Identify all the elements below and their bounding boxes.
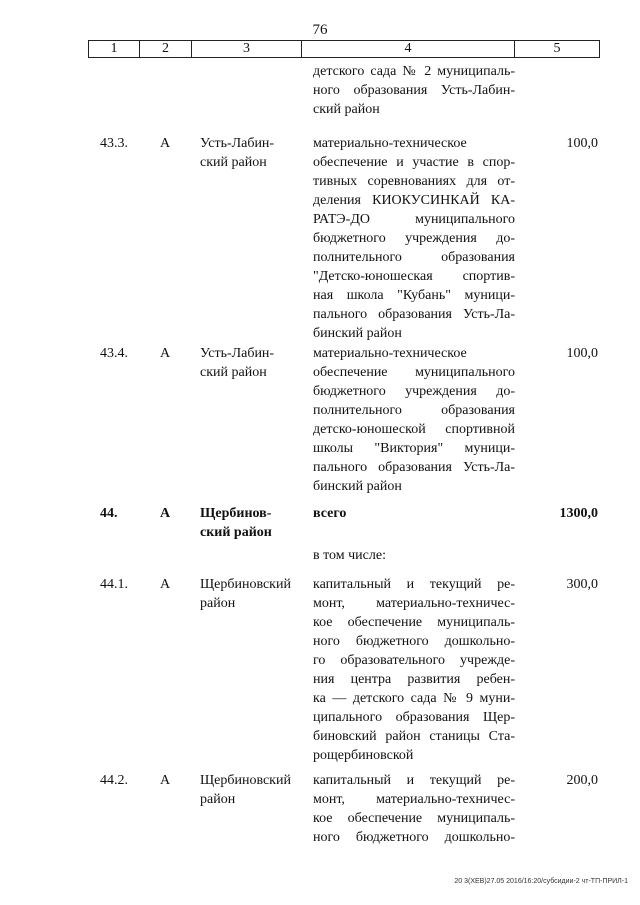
row-district: Усть-Лабин- ский район — [200, 346, 275, 380]
row-category: А — [160, 136, 171, 151]
row-number: 43.4. — [100, 346, 128, 361]
row-description: капитальный и текущий ре- монт, материально-техничес- кое обеспечение муниципаль- ного бюджетного дошкольно- — [313, 773, 515, 845]
row-amount: 200,0 — [566, 773, 598, 788]
header-col-5: 5 — [553, 41, 561, 56]
row-category: А — [160, 506, 171, 521]
row-district: Щербинов- ский район — [200, 506, 272, 540]
row-amount: 300,0 — [566, 577, 598, 592]
row-description: материально-техническое обеспечение муниципального бюджетного учреждения до- полнительного образования детско-юношеской спортивной школы "Виктория" муници- пального образования Усть-Ла- бинский район — [313, 346, 515, 494]
in-total-label: в том числе: — [313, 548, 386, 563]
table-header — [88, 40, 600, 58]
continuation-text — [313, 62, 515, 119]
row-number: 44. — [100, 506, 118, 521]
row-amount: 100,0 — [566, 346, 598, 361]
header-col-4: 4 — [302, 41, 515, 57]
header-col-1: 1 — [89, 41, 140, 57]
row-category: А — [160, 346, 171, 361]
row-number: 44.2. — [100, 773, 128, 788]
text-line: ного образования Усть-Лабин- — [313, 83, 515, 98]
row-amount: 1300,0 — [559, 506, 598, 521]
row-number: 43.3. — [100, 136, 128, 151]
header-col-3: 3 — [192, 41, 302, 57]
row-category: А — [160, 773, 171, 788]
row-number: 44.1. — [100, 577, 128, 592]
row-description: всего — [313, 506, 347, 521]
row-description: материально-техническое обеспечение и участие в спор- тивных соревнованиях для от- деления КИОКУСИНКАЙ КА- РАТЭ-ДО муниципального бюджетного учреждения до- полнительного образования "Детско-юношеская спортив- ная школа "Кубань" муници- пального образования Усть-Ла- бинский район — [313, 136, 515, 341]
header-col-2: 2 — [140, 41, 192, 57]
text-line: ский район — [313, 102, 380, 117]
row-category: А — [160, 577, 171, 592]
row-district: Щербиновский район — [200, 773, 291, 807]
document-footer: 20 3(ХЕВ)27.05 2016/16:20/субсидии-2 чт-ТП-ПРИЛ-1 — [454, 878, 628, 885]
row-amount: 100,0 — [566, 136, 598, 151]
row-description: капитальный и текущий ре- монт, материально-техничес- кое обеспечение муниципаль- ного бюджетного дошкольно- го образовательного учрежде- ния центра развития ребен- ка — детского сада № 9 муни- ципального образования Щер- биновский район станицы Ста- рощербиновской — [313, 577, 515, 763]
row-district: Щербиновский район — [200, 577, 291, 611]
text-line: детского сада № 2 муниципаль- — [313, 64, 515, 79]
page-number: 76 — [312, 22, 328, 38]
row-district: Усть-Лабин- ский район — [200, 136, 275, 170]
